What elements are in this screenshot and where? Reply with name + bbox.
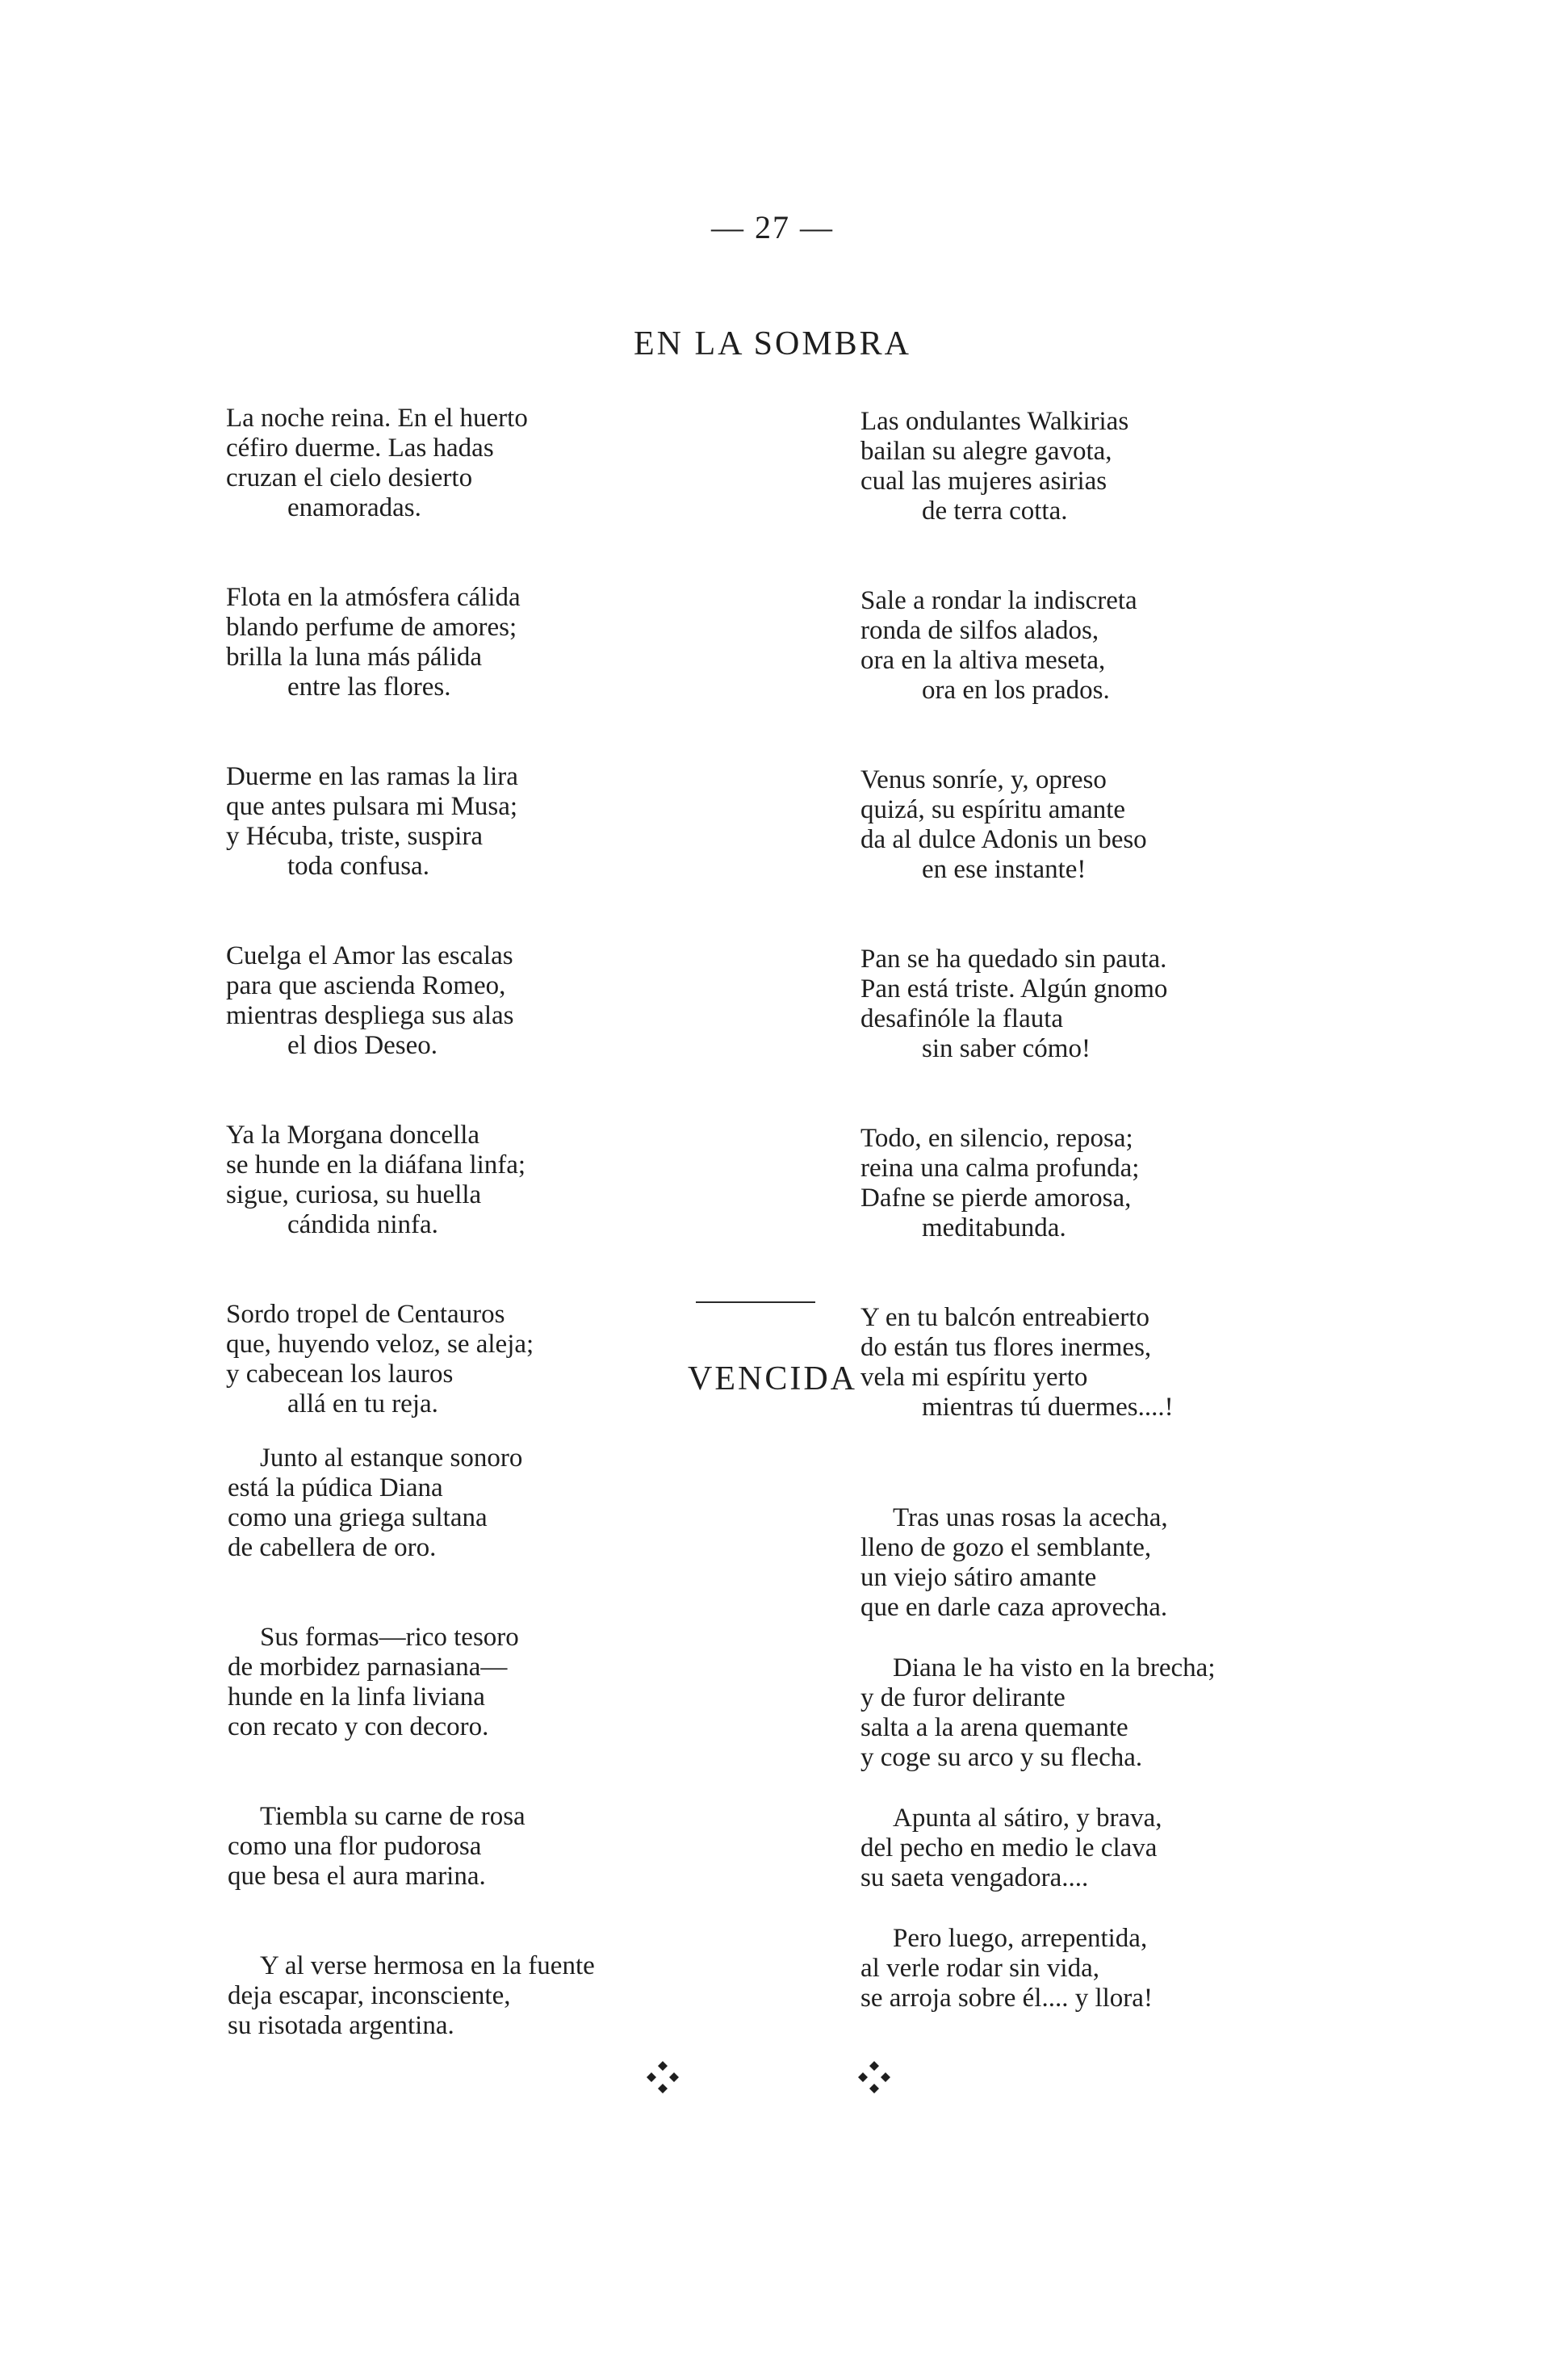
- verse-line: reina una calma profunda;: [860, 1154, 1140, 1183]
- verse-line: Sordo tropel de Centauros: [226, 1300, 505, 1329]
- verse-line: quizá, su espíritu amante: [860, 795, 1126, 824]
- poem-title-en-la-sombra: EN LA SOMBRA: [633, 325, 912, 362]
- verse-line: hunde en la linfa liviana: [228, 1682, 485, 1712]
- verse-line: cándida ninfa.: [287, 1210, 438, 1239]
- verse-line: Pan está triste. Algún gnomo: [860, 974, 1168, 1004]
- verse-line: que, huyendo veloz, se aleja;: [226, 1330, 534, 1359]
- verse-line: Tras unas rosas la acecha,: [893, 1503, 1168, 1532]
- verse-line: y coge su arco y su flecha.: [860, 1743, 1143, 1772]
- poem-title-vencida: VENCIDA: [688, 1360, 857, 1397]
- stanza: [860, 1124, 1426, 1243]
- verse-line: bailan su alegre gavota,: [860, 437, 1112, 466]
- verse-line: en ese instante!: [922, 855, 1087, 884]
- poem2-right-column: [860, 1503, 1426, 2044]
- verse-line: desafinóle la flauta: [860, 1004, 1064, 1033]
- verse-line: como una flor pudorosa: [228, 1832, 482, 1861]
- poem1-left-column: [226, 404, 791, 1479]
- verse-line: Sus formas—rico tesoro: [260, 1623, 519, 1652]
- verse-line: Sale a rondar la indiscreta: [860, 586, 1137, 615]
- verse-line: está la púdica Diana: [228, 1473, 443, 1502]
- stanza: [226, 583, 791, 702]
- verse-line: del pecho en medio le clava: [860, 1833, 1158, 1863]
- ornament-diamond-icon: [854, 2057, 894, 2097]
- ornament-diamond-icon: [643, 2057, 683, 2097]
- verse-line: Pero luego, arrepentida,: [893, 1924, 1148, 1953]
- verse-line: do están tus flores inermes,: [860, 1333, 1152, 1362]
- verse-line: de morbidez parnasiana—: [228, 1653, 508, 1682]
- stanza: [226, 404, 791, 523]
- stanza: [228, 1802, 793, 1892]
- verse-line: para que ascienda Romeo,: [226, 971, 506, 1000]
- stanza: [226, 1121, 791, 1240]
- stanza: [860, 1653, 1426, 1773]
- verse-line: que en darle caza aprovecha.: [860, 1593, 1168, 1622]
- stanza: [860, 1924, 1426, 2013]
- verse-line: Todo, en silencio, reposa;: [860, 1124, 1133, 1153]
- stanza: [860, 1804, 1426, 1893]
- verse-line: lleno de gozo el semblante,: [860, 1533, 1152, 1562]
- verse-line: entre las flores.: [287, 673, 451, 702]
- verse-line: que besa el aura marina.: [228, 1862, 486, 1891]
- verse-line: de cabellera de oro.: [228, 1533, 437, 1562]
- verse-line: Flota en la atmósfera cálida: [226, 583, 521, 612]
- verse-line: da al dulce Adonis un beso: [860, 825, 1147, 854]
- verse-line: y cabecean los lauros: [226, 1360, 454, 1389]
- verse-line: ora en los prados.: [922, 676, 1110, 705]
- verse-line: Y en tu balcón entreabierto: [860, 1303, 1149, 1332]
- verse-line: ronda de silfos alados,: [860, 616, 1099, 645]
- verse-line: de terra cotta.: [922, 497, 1068, 526]
- verse-line: al verle rodar sin vida,: [860, 1954, 1099, 1983]
- page-number: — 27 —: [711, 209, 834, 245]
- verse-line: con recato y con decoro.: [228, 1712, 489, 1741]
- verse-line: un viejo sátiro amante: [860, 1563, 1097, 1592]
- verse-line: cruzan el cielo desierto: [226, 463, 473, 492]
- verse-line: mientras despliega sus alas: [226, 1001, 514, 1030]
- poem1-right-column: [860, 407, 1426, 1482]
- verse-line: Ya la Morgana doncella: [226, 1121, 480, 1150]
- verse-line: su risotada argentina.: [228, 2011, 454, 2040]
- verse-line: Y al verse hermosa en la fuente: [260, 1951, 595, 1980]
- verse-line: sin saber cómo!: [922, 1034, 1091, 1063]
- verse-line: céfiro duerme. Las hadas: [226, 434, 494, 463]
- verse-line: blando perfume de amores;: [226, 613, 517, 642]
- section-divider: [696, 1301, 815, 1303]
- verse-line: y Hécuba, triste, suspira: [226, 822, 483, 851]
- stanza: [860, 586, 1426, 706]
- verse-line: su saeta vengadora....: [860, 1863, 1089, 1892]
- verse-line: que antes pulsara mi Musa;: [226, 792, 518, 821]
- verse-line: Cuelga el Amor las escalas: [226, 941, 513, 970]
- verse-line: allá en tu reja.: [287, 1389, 438, 1418]
- stanza: [226, 762, 791, 882]
- verse-line: cual las mujeres asirias: [860, 467, 1107, 496]
- verse-line: el dios Deseo.: [287, 1031, 438, 1060]
- verse-line: meditabunda.: [922, 1213, 1066, 1242]
- stanza: [860, 1503, 1426, 1623]
- verse-line: ora en la altiva meseta,: [860, 646, 1106, 675]
- verse-line: salta a la arena quemante: [860, 1713, 1128, 1742]
- verse-line: Venus sonríe, y, opreso: [860, 765, 1107, 794]
- verse-line: enamoradas.: [287, 493, 421, 522]
- verse-line: La noche reina. En el huerto: [226, 404, 528, 433]
- verse-line: Junto al estanque sonoro: [260, 1444, 523, 1473]
- verse-line: toda confusa.: [287, 852, 429, 881]
- verse-line: como una griega sultana: [228, 1503, 488, 1532]
- verse-line: y de furor delirante: [860, 1683, 1066, 1712]
- verse-line: Las ondulantes Walkirias: [860, 407, 1129, 436]
- verse-line: Apunta al sátiro, y brava,: [893, 1804, 1162, 1833]
- verse-line: Pan se ha quedado sin pauta.: [860, 945, 1167, 974]
- verse-line: sigue, curiosa, su huella: [226, 1180, 482, 1209]
- verse-line: Diana le ha visto en la brecha;: [893, 1653, 1216, 1682]
- stanza: [860, 765, 1426, 885]
- stanza: [228, 1623, 793, 1742]
- stanza: [228, 1444, 793, 1563]
- stanza: [226, 941, 791, 1061]
- stanza: [860, 945, 1426, 1064]
- verse-line: brilla la luna más pálida: [226, 643, 483, 672]
- verse-line: Duerme en las ramas la lira: [226, 762, 518, 791]
- verse-line: se arroja sobre él.... y llora!: [860, 1984, 1153, 2013]
- verse-line: Tiembla su carne de rosa: [260, 1802, 525, 1831]
- verse-line: deja escapar, inconsciente,: [228, 1981, 511, 2010]
- verse-line: vela mi espíritu yerto: [860, 1363, 1088, 1392]
- stanza: [860, 407, 1426, 526]
- verse-line: mientras tú duermes....!: [922, 1393, 1174, 1422]
- verse-line: se hunde en la diáfana linfa;: [226, 1150, 526, 1180]
- poem2-left-column: [228, 1444, 793, 2101]
- stanza: [228, 1951, 793, 2041]
- verse-line: Dafne se pierde amorosa,: [860, 1184, 1132, 1213]
